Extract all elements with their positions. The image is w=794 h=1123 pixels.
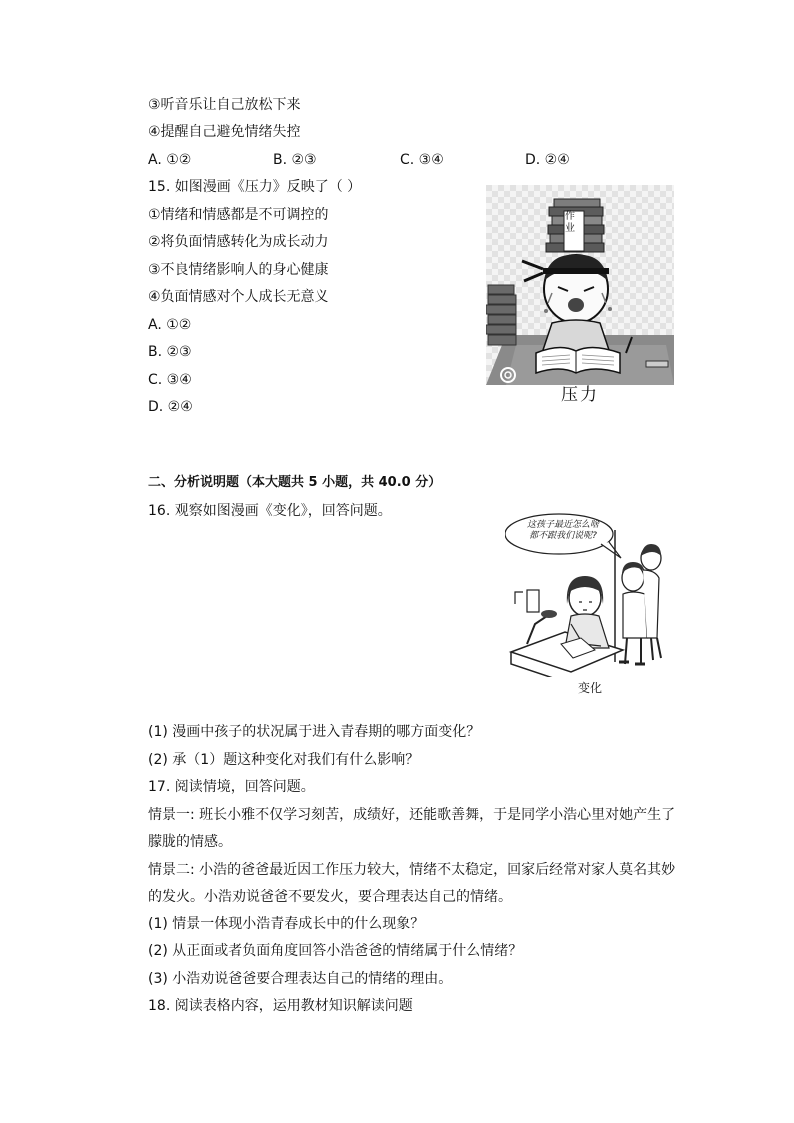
q16-sub-1: (1) 漫画中孩子的状况属于进入青春期的哪方面变化？ <box>148 724 481 740</box>
q17-scenario-2-line-2: 的发火。小浩劝说爸爸不要发火，要合理表达自己的情绪。 <box>148 889 512 905</box>
q17-scenario-1-line-2: 朦胧的情感。 <box>148 834 232 850</box>
change-caption: 变化 <box>577 681 602 695</box>
q16-sub-2: (2) 承（1）题这种变化对我们有什么影响？ <box>148 752 420 768</box>
q17-stem: 17. 阅读情境，回答问题。 <box>148 779 315 795</box>
q17-sub-1: (1) 情景一体现小浩青春成长中的什么现象？ <box>148 916 425 932</box>
homework-book-label: 作业 <box>565 211 575 234</box>
q15-stem: 15. 如图漫画《压力》反映了（ ） <box>148 179 362 195</box>
speech-bubble <box>509 520 617 542</box>
q15-item-2: ②将负面情感转化为成长动力 <box>148 234 329 250</box>
q14-item-4: ④提醒自己避免情绪失控 <box>148 124 301 140</box>
speech-bubble-line-2: 都不跟我们说呢? <box>529 531 597 541</box>
q14-item-3: ③听音乐让自己放松下来 <box>148 97 301 113</box>
q17-sub-3: (3) 小浩劝说爸爸要合理表达自己的情绪的理由。 <box>148 971 453 987</box>
pressure-cartoon <box>486 185 674 385</box>
q15-option-a: A. ①② <box>148 317 192 333</box>
q18-stem: 18. 阅读表格内容，运用教材知识解读问题 <box>148 998 413 1014</box>
q17-sub-2: (2) 从正面或者负面角度回答小浩爸爸的情绪属于什么情绪？ <box>148 943 523 959</box>
q15-option-c: C. ③④ <box>148 372 192 388</box>
speech-bubble-line-1: 这孩子最近怎么啥 <box>526 520 599 530</box>
q15-option-d: D. ②④ <box>148 399 193 415</box>
section-2-title: 二、分析说明题（本大题共 5 小题，共 40.0 分） <box>148 475 442 490</box>
q14-option-d: D. ②④ <box>525 152 570 168</box>
q17-scenario-2-line-1: 情景二: 小浩的爸爸最近因工作压力较大，情绪不太稳定，回家后经常对家人莫名其妙 <box>148 862 676 878</box>
q15-item-1: ①情绪和情感都是不可调控的 <box>148 207 329 223</box>
q14-option-a: A. ①② <box>148 152 192 168</box>
q15-item-3: ③不良情绪影响人的身心健康 <box>148 262 329 278</box>
q15-item-4: ④负面情感对个人成长无意义 <box>148 289 329 305</box>
q17-scenario-1-line-1: 情景一: 班长小雅不仅学习刻苦，成绩好，还能歌善舞，于是同学小浩心里对她产生了 <box>148 807 676 823</box>
pressure-caption: 压力 <box>561 385 599 405</box>
q14-option-c: C. ③④ <box>400 152 444 168</box>
q14-option-b: B. ②③ <box>273 152 317 168</box>
q16-stem: 16. 观察如图漫画《变化》，回答问题。 <box>148 503 392 519</box>
q15-option-b: B. ②③ <box>148 344 192 360</box>
